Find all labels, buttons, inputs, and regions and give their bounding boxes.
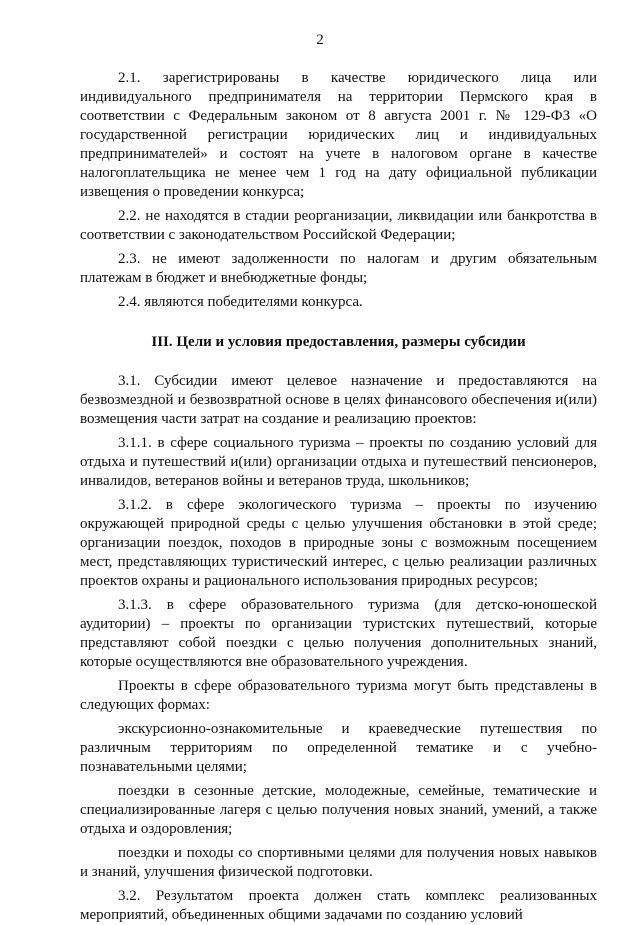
- paragraph-2-3: 2.3. не имеют задолженности по налогам и другим обязательным платежам в бюджет и внебюджетные фонды;: [80, 251, 597, 286]
- document-body: [80, 69, 597, 925]
- paragraph-forms-intro: Проекты в сфере образовательного туризма могут быть представлены в следующих формах:: [80, 678, 597, 713]
- paragraph-3-1: 3.1. Субсидии имеют целевое назначение и предоставляются на безвозмездной и безвозвратной основе в целях финансового обеспечения и(или) возмещения части затрат на создание и реализацию проектов:: [80, 373, 597, 427]
- paragraph-2-1: 2.1. зарегистрированы в качестве юридического лица или индивидуального предпринимателя на территории Пермского края в соответствии с Федеральным законом от 8 августа 2001 г. № 129-ФЗ «О государственной регистрации юридических лиц и индивидуальных предпринимателей» и состоят на учете в налоговом органе в качестве налогоплательщика не менее чем 1 год на дату официальной публикации извещения о проведении конкурса;: [80, 70, 597, 200]
- page-number: 2: [316, 32, 324, 48]
- paragraph-2-2: 2.2. не находятся в стадии реорганизации, ликвидации или банкротства в соответствии с законодательством Российской Федерации;: [80, 208, 597, 243]
- paragraph-3-1-1: 3.1.1. в сфере социального туризма – проекты по созданию условий для отдыха и путешествий и(или) организации отдыха и путешествий пенсионеров, инвалидов, ветеранов войны и ветеранов труда, школьников;: [80, 435, 597, 489]
- paragraph-form-excursions: экскурсионно-ознакомительные и краеведческие путешествия по различным территориям по определенной тематике и с учебно-познавательными целями;: [80, 721, 597, 775]
- paragraph-3-1-2: 3.1.2. в сфере экологического туризма – проекты по изучению окружающей природной среды с целью улучшения обстановки в этой среде; организации поездок, походов в природные зоны с возможным посещением мест, представляющих туристический интерес, с целью реализации различных проектов охраны и рационального использования природных ресурсов;: [80, 497, 597, 589]
- paragraph-form-camps: поездки в сезонные детские, молодежные, семейные, тематические и специализированные лагеря с целью получения новых знаний, умений, а также отдыха и оздоровления;: [80, 783, 597, 837]
- paragraph-3-2: 3.2. Результатом проекта должен стать комплекс реализованных мероприятий, объединенных общими задачами по созданию условий: [80, 888, 597, 923]
- paragraph-2-4: 2.4. являются победителями конкурса.: [118, 294, 363, 310]
- paragraph-form-sport-trips: поездки и походы со спортивными целями для получения новых навыков и знаний, улучшения физической подготовки.: [80, 845, 597, 880]
- section-heading: III. Цели и условия предоставления, размеры субсидии: [151, 334, 526, 350]
- paragraph-3-1-3: 3.1.3. в сфере образовательного туризма (для детско-юношеской аудитории) – проекты по организации туристских путешествий, которые представляют собой поездки с целью получения дополнительных знаний, которые осуществляются вне образовательного учреждения.: [80, 597, 597, 670]
